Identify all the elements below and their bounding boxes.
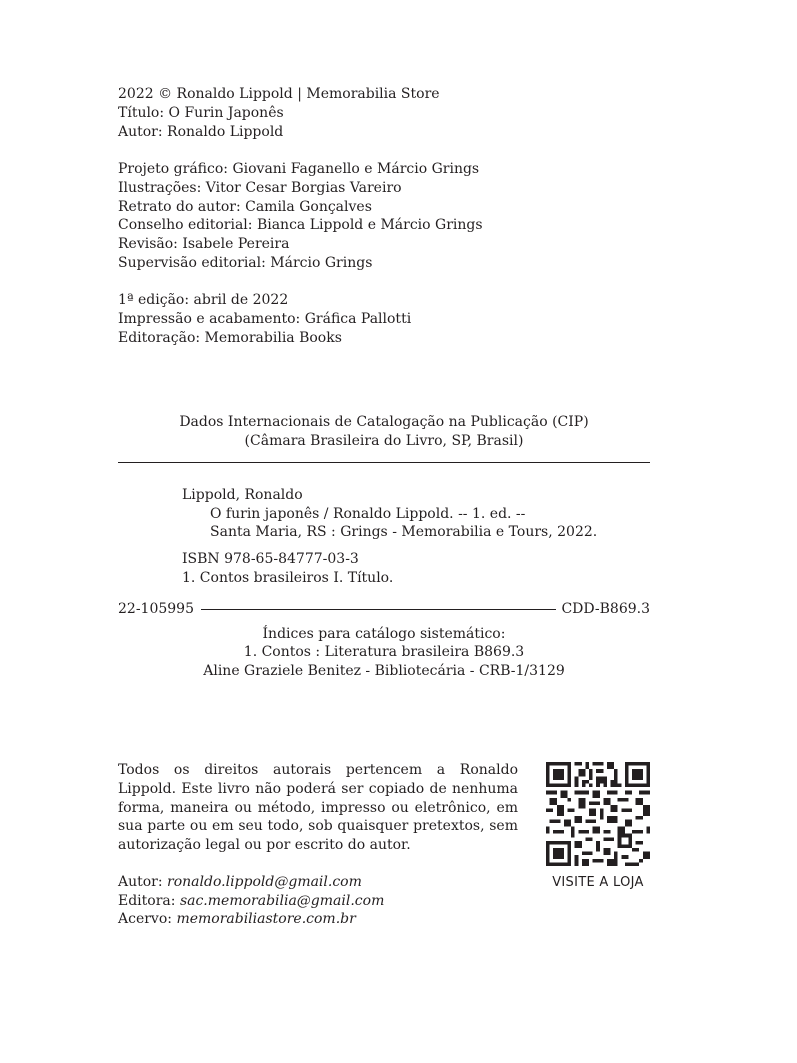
cip-librarian: Aline Graziele Benitez - Bibliotecária - CRB-1/3129 [203, 663, 565, 679]
cip-subheading: (Câmara Brasileira do Livro, SP, Brasil) [244, 433, 524, 449]
cip-cdd: CDD-B869.3 [561, 601, 650, 617]
contact-author-label: Autor: [118, 874, 163, 890]
copyright-line: 2022 © Ronaldo Lippold | Memorabilia Store [118, 86, 440, 102]
graphic-design-line: Projeto gráfico: Giovani Faganello e Márcio Grings [118, 161, 480, 177]
contact-publisher-label: Editora: [118, 893, 176, 909]
contact-author-email[interactable]: ronaldo.lippold@gmail.com [167, 874, 362, 890]
author-line: Autor: Ronaldo Lippold [118, 124, 284, 140]
contact-collection-label: Acervo: [118, 911, 172, 927]
contact-collection [118, 910, 356, 928]
edition-line: 1ª edição: abril de 2022 [118, 292, 289, 308]
cip-author-entry: Lippold, Ronaldo [182, 487, 303, 503]
cip-imprint: Santa Maria, RS : Grings - Memorabilia e Tours, 2022. [210, 524, 598, 540]
cip-top-rule [118, 462, 650, 463]
visit-store-caption[interactable]: VISITE A LOJA [552, 875, 644, 890]
contact-publisher [118, 892, 384, 910]
contact-publisher-email[interactable]: sac.memorabilia@gmail.com [179, 893, 385, 909]
contact-author [118, 873, 362, 891]
contact-collection-site[interactable]: memorabiliastore.com.br [176, 911, 356, 927]
cip-control-number: 22-105995 [118, 601, 194, 617]
author-portrait-line: Retrato do autor: Camila Gonçalves [118, 199, 372, 215]
illustrations-line: Ilustrações: Vitor Cesar Borgias Vareiro [118, 180, 402, 196]
editorial-board-line: Conselho editorial: Bianca Lippold e Márcio Grings [118, 217, 483, 233]
cip-subjects: 1. Contos brasileiros I. Título. [182, 570, 394, 586]
cip-index-entry: 1. Contos : Literatura brasileira B869.3 [243, 644, 525, 660]
cip-index-heading: Índices para catálogo sistemático: [262, 626, 506, 642]
publishing-line: Editoração: Memorabilia Books [118, 330, 342, 346]
cip-title-entry: O furin japonês / Ronaldo Lippold. -- 1. ed. -- [210, 506, 526, 522]
rights-paragraph: Todos os direitos autorais pertencem a Ronaldo Lippold. Este livro não poderá ser copiado de nenhuma forma, maneira ou método, impresso ou eletrônico, em sua parte ou em seu todo, sob quaisquer pretextos, sem autorização legal ou por escrito do autor. [118, 762, 518, 854]
cip-heading: Dados Internacionais de Catalogação na Publicação (CIP) [179, 414, 589, 430]
editorial-supervision-line: Supervisão editorial: Márcio Grings [118, 255, 373, 271]
cip-isbn: ISBN 978-65-84777-03-3 [182, 551, 359, 567]
revision-line: Revisão: Isabele Pereira [118, 236, 290, 252]
printing-line: Impressão e acabamento: Gráfica Pallotti [118, 311, 412, 327]
title-line: Título: O Furin Japonês [118, 105, 284, 121]
cip-middle-rule [201, 609, 556, 610]
qr-code-icon[interactable] [546, 762, 650, 866]
